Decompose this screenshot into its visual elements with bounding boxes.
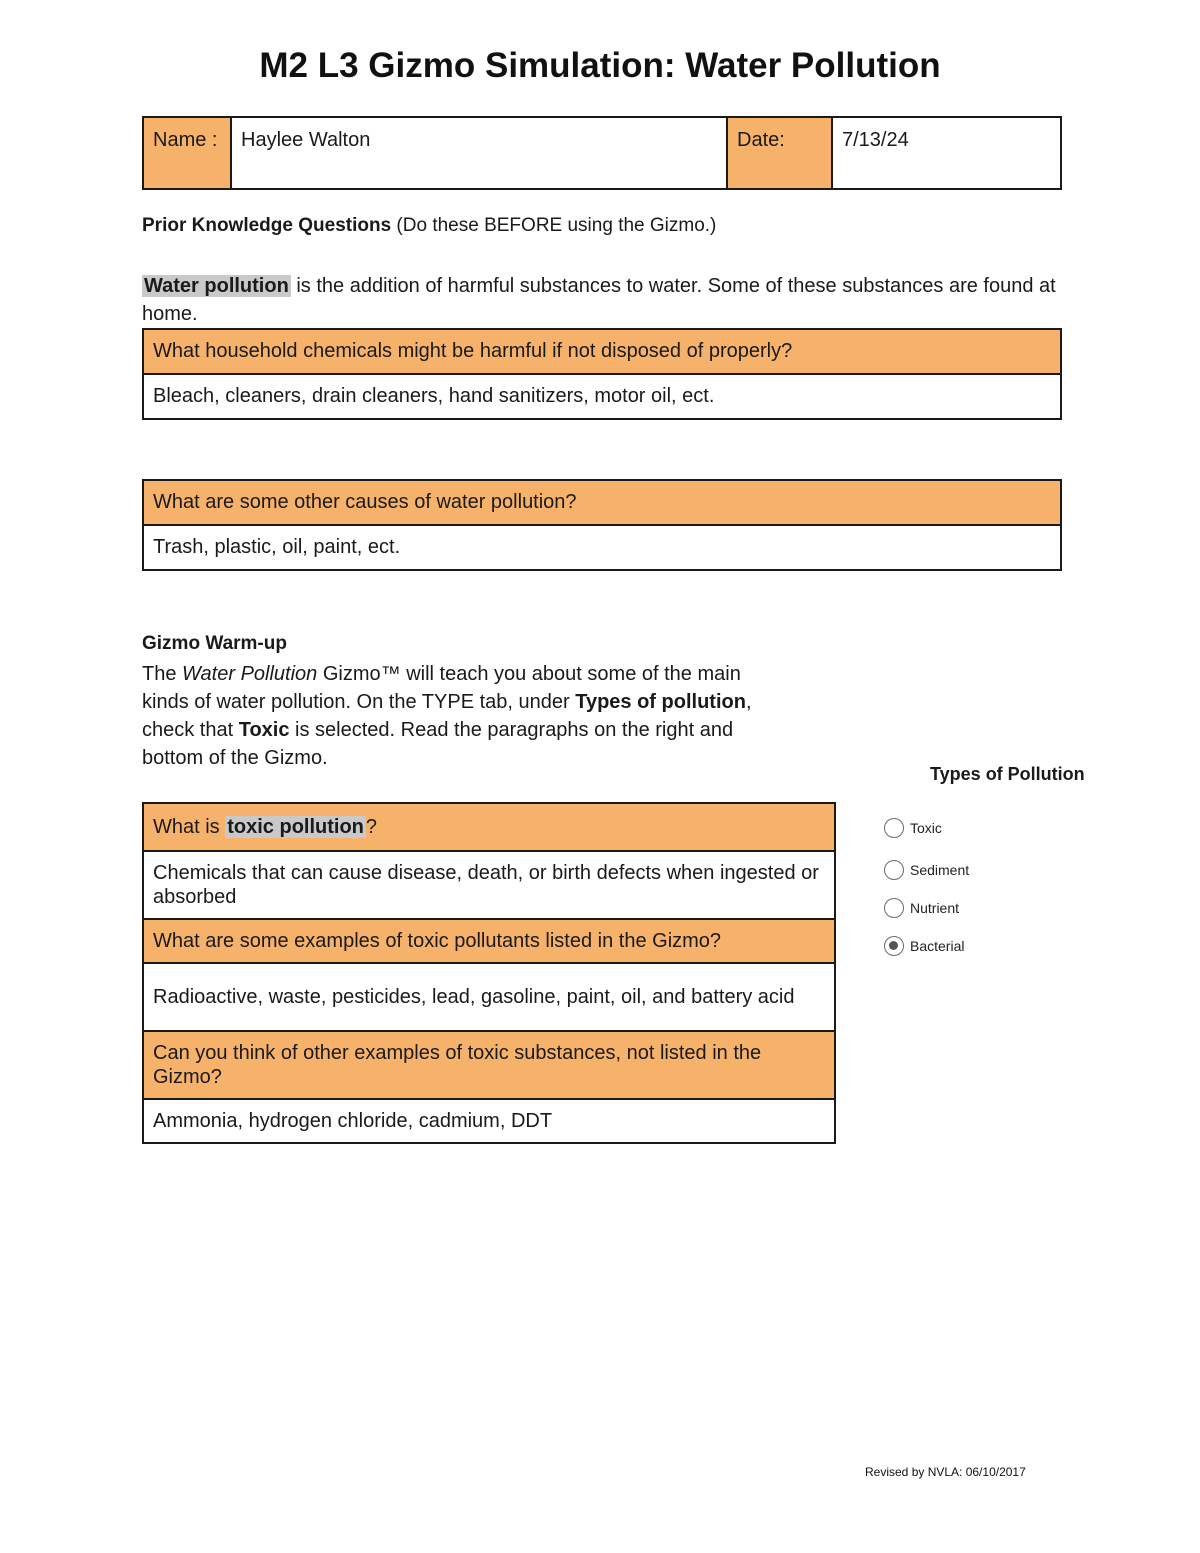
page-title: M2 L3 Gizmo Simulation: Water Pollution <box>259 46 941 85</box>
types-of-pollution-title: Types of Pollution <box>930 764 1085 784</box>
radio-option-bacterial[interactable] <box>884 934 964 958</box>
warmup-toxic-term: Toxic <box>238 719 290 741</box>
toxic-q1-post: ? <box>365 816 378 838</box>
prior-question-2: What are some other causes of water pollution? <box>143 480 1061 525</box>
radio-option-nutrient[interactable] <box>884 896 959 920</box>
radio-option-sediment[interactable] <box>884 858 969 882</box>
toxic-q1-pre: What is <box>153 816 226 838</box>
radio-toxic-icon[interactable] <box>884 818 904 838</box>
prior-answer-2[interactable]: Trash, plastic, oil, paint, ect. <box>143 525 1061 570</box>
radio-nutrient-label: Nutrient <box>910 900 960 916</box>
warmup-text-1: The <box>142 663 183 685</box>
name-value[interactable]: Haylee Walton <box>231 117 727 189</box>
water-pollution-term: Water pollution <box>144 275 289 297</box>
name-label: Name : <box>143 117 231 189</box>
warmup-text-4: is selected. Read the paragraphs on the right and bottom of the Gizmo. <box>142 719 734 769</box>
toxic-question-2: What are some examples of toxic pollutants listed in the Gizmo? <box>143 919 835 963</box>
toxic-question-3: Can you think of other examples of toxic substances, not listed in the Gizmo? <box>143 1031 835 1099</box>
toxic-questions-table <box>142 802 836 1144</box>
warmup-types-term: Types of pollution <box>575 691 746 713</box>
warmup-paragraph <box>142 660 767 772</box>
revision-footer: Revised by NVLA: 06/10/2017 <box>865 1465 1026 1479</box>
radio-bacterial-label: Bacterial <box>910 938 965 954</box>
name-date-table <box>142 116 1062 190</box>
prior-heading-bold: Prior Knowledge Questions <box>142 215 392 236</box>
prior-question-1-table <box>142 328 1062 420</box>
prior-question-1: What household chemicals might be harmful if not disposed of properly? <box>143 329 1061 374</box>
prior-heading-note: (Do these BEFORE using the Gizmo.) <box>391 215 717 236</box>
radio-option-toxic[interactable] <box>884 816 942 840</box>
warmup-gizmo-name: Water Pollution <box>182 663 318 685</box>
date-value[interactable]: 7/13/24 <box>832 117 1061 189</box>
toxic-pollution-term: toxic pollution <box>227 816 364 838</box>
radio-sediment-label: Sediment <box>910 862 970 878</box>
radio-nutrient-icon[interactable] <box>884 898 904 918</box>
radio-toxic-label: Toxic <box>910 820 942 836</box>
toxic-answer-1[interactable]: Chemicals that can cause disease, death, or birth defects when ingested or absorbed <box>143 851 835 919</box>
prior-knowledge-heading <box>142 215 716 237</box>
toxic-answer-3[interactable]: Ammonia, hydrogen chloride, cadmium, DDT <box>143 1099 835 1143</box>
warmup-heading: Gizmo Warm-up <box>142 633 287 654</box>
prior-answer-1[interactable]: Bleach, cleaners, drain cleaners, hand sanitizers, motor oil, ect. <box>143 374 1061 419</box>
toxic-answer-2[interactable]: Radioactive, waste, pesticides, lead, gasoline, paint, oil, and battery acid <box>143 963 835 1031</box>
intro-text: is the addition of harmful substances to water. Some of these substances are found at home. <box>142 275 1056 325</box>
toxic-question-1 <box>143 803 835 851</box>
warmup-text-3: , check that <box>142 691 752 741</box>
water-pollution-intro <box>142 272 1062 328</box>
radio-sediment-icon[interactable] <box>884 860 904 880</box>
date-label: Date: <box>727 117 832 189</box>
radio-bacterial-selected-icon[interactable] <box>884 936 904 956</box>
prior-question-2-table <box>142 479 1062 571</box>
warmup-text-2: Gizmo™ will teach you about some of the main kinds of water pollution. On the TYPE tab, under <box>142 663 741 713</box>
